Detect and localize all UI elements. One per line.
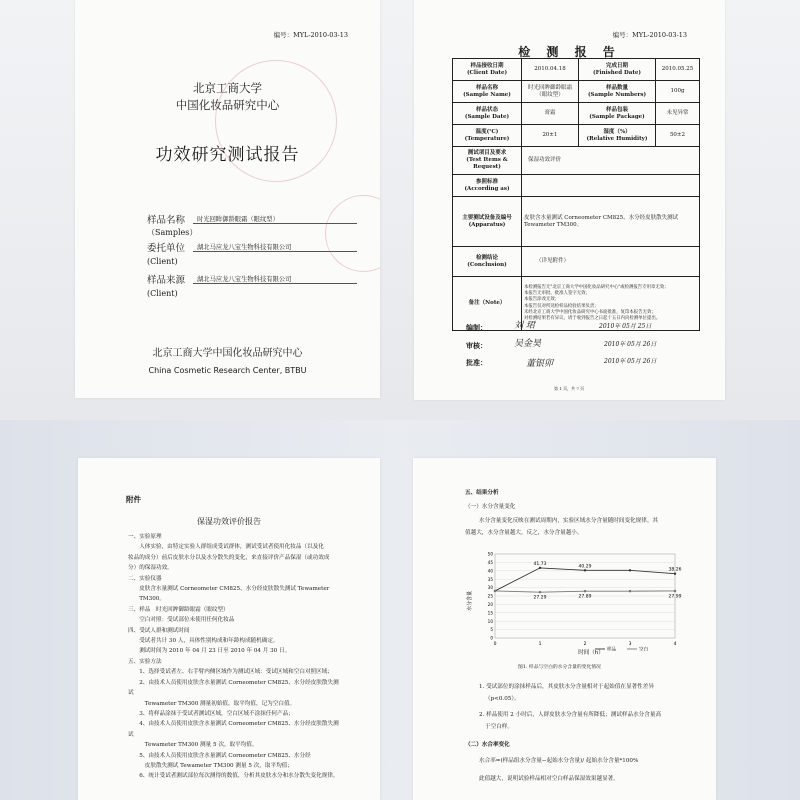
y-tick-label: 50 — [487, 551, 493, 557]
cell-label: 主要测试设备及编号 (Apparatus) — [453, 197, 522, 247]
cell-value: （详见附件） — [522, 247, 700, 277]
appendix-line: 3、将样品涂抹于受试者测试区域，空白区域不涂抹任何产品； — [128, 710, 294, 717]
data-point — [539, 567, 541, 569]
appendix-line: Tewameter TM300 测量 5 次，取平均值。 — [128, 742, 258, 749]
field-label: 样品来源 — [147, 275, 186, 286]
cell-value: 50±2 — [656, 125, 700, 147]
appendix-line: 皮肤含水量测试 Corneometer CM825、水分经皮肤散失测试 Tewameter — [128, 586, 330, 593]
serial-number: 编号：MYL-2010-03-13 — [273, 31, 348, 39]
cell-value: 皮肤含水量测试 Corneometer CM825、水分经皮肤散失测试 Tewameter TM300。 — [522, 197, 700, 247]
appendix-heading: 附件 — [126, 495, 141, 504]
cover-page — [75, 0, 380, 398]
institution-line: 中国化妆品研究中心 — [175, 98, 280, 112]
signature-date: 2010年 05月 25日 — [599, 323, 652, 330]
signature: 刘 珺 — [514, 321, 535, 331]
cell-value: 保湿功效评价 — [522, 147, 700, 175]
serial-number: 编号：MYL-2010-03-13 — [612, 31, 687, 39]
appendix-line: 一、实验原理 — [128, 534, 162, 540]
subsection-heading: （一）水分含量变化 — [465, 504, 516, 510]
y-tick-label: 45 — [487, 560, 493, 565]
appendix-line: Tewameter TM300 测量初始值，取平均值，记为空白值。 — [128, 700, 296, 707]
y-tick-label: 20 — [487, 602, 493, 607]
cell-value: 20±1 — [522, 125, 579, 147]
data-label: 27.99 — [668, 594, 682, 600]
y-tick-label: 5 — [490, 627, 493, 633]
field-label-en: (Client) — [147, 289, 178, 298]
field-value: 湖北马应龙八宝生物科技有限公司 — [193, 242, 357, 252]
data-point — [629, 569, 631, 571]
data-label: 27.29 — [533, 595, 547, 601]
appendix-line: 2、由技术人员使用皮肤含水量测试 Corneometer CM825、水分经皮肤散失测试 — [128, 679, 339, 697]
field-client — [147, 240, 352, 254]
paragraph-line: 于空白样。 — [485, 724, 513, 730]
field-samples — [147, 212, 352, 226]
x-tick-label: 4 — [673, 642, 677, 647]
y-tick-label: 25 — [487, 593, 493, 599]
cell-label: 样品包装 (Sample Package) — [579, 103, 656, 125]
institution-line: 北京工商大学 — [193, 81, 262, 95]
field-label-en: (Client) — [147, 257, 178, 266]
field-label: 委托单位 — [147, 243, 186, 254]
y-tick-label: 35 — [487, 576, 493, 582]
x-axis — [494, 641, 677, 647]
institution-name — [75, 80, 380, 114]
x-axis-label: 时间（h） — [578, 650, 604, 656]
paragraph-line: 此值越大，说明试验样品相对空白样品保湿效果越显著。 — [479, 776, 619, 782]
y-tick-label: 15 — [487, 610, 493, 616]
appendix-line: 四、受试人群和测试时间 — [128, 627, 190, 634]
signature-date: 2010年 05月 26日 — [604, 358, 657, 365]
cell-label: 样品数量 (Sample Numbers) — [579, 81, 656, 103]
cell-label: 完成日期 (Finished Date) — [579, 59, 656, 81]
cell-value: 膏霜 — [522, 103, 579, 125]
data-label: 41.73 — [533, 561, 547, 567]
x-tick-label: 3 — [628, 642, 632, 647]
y-axis — [488, 552, 494, 641]
signature-date: 2010年 05月 26日 — [604, 341, 657, 348]
cell-value: 2010.04.18 — [522, 59, 579, 81]
cell-value: 时光回眸御龄眼霜（眼纹型） — [522, 81, 579, 103]
report-table — [452, 58, 700, 331]
signature-label: 批准： — [466, 358, 487, 367]
appendix-line: 人体实验，由特定实验人群组成受试群体，测试受试者使用化妆品（以及化 — [128, 544, 324, 551]
x-tick-label: 0 — [493, 642, 497, 647]
cell-label: 备注（Note） — [453, 277, 522, 331]
data-point — [674, 573, 676, 575]
appendix-line: TM300。 — [128, 596, 165, 603]
appendix-line: 皮肤散失测试 Tewameter TM300 测量 5 次，取平均值； — [128, 762, 293, 769]
field-label: 样品名称 — [147, 215, 186, 226]
subsection-heading: （二）水合率变化 — [465, 742, 510, 748]
field-source — [147, 272, 352, 286]
data-point — [674, 590, 676, 592]
series-lines — [494, 561, 682, 601]
data-point — [629, 590, 631, 592]
cell-value: 100g — [656, 81, 700, 103]
cell-label: 温度(℃) (Temperature) — [453, 125, 522, 147]
appendix-line: 测试时间为 2010 年 04 月 23 日至 2010 年 04 月 30 日。 — [128, 648, 291, 655]
footer-institution-en: China Cosmetic Research Center, BTBU — [148, 366, 307, 375]
report-page — [414, 0, 725, 400]
cell-label: 样品名称 (Sample Name) — [453, 81, 522, 103]
cell-value: 未见异常 — [656, 103, 700, 125]
y-tick-label: 0 — [490, 635, 493, 641]
appendix-line: 空白对照：受试部位未使用任何化妆品 — [128, 617, 235, 624]
note-line: 本报告无审批、批准人签字无效； — [524, 291, 590, 297]
note-line: 本检测报告无"北京工商大学中国化妆品研究中心"或检测报告专用章无效； — [524, 284, 669, 290]
appendix-line: 6、统计受试者测试部位每次测得的数值，分析其皮肤水分和水分散失变化规律。 — [128, 773, 339, 780]
report-title: 检 测 报 告 — [518, 45, 621, 59]
appendix-line: 5、由技术人员使用皮肤含水量测试 Corneometer CM825、水分经 — [128, 752, 311, 759]
data-point — [584, 590, 586, 592]
data-point — [584, 569, 586, 571]
legend-label: 样品 — [607, 647, 616, 653]
formula: 水合率=(样品组水分含量−起始水分含量)/ 起始水分含量*100% — [479, 758, 639, 764]
paragraph-line: 值越大，水分含量越大，反之，水分含量越小。 — [465, 530, 583, 536]
data-label: 27.89 — [578, 594, 592, 600]
paragraph-line: 水分含量变化反映在测试周期内，实验区域水分含量随时间变化规律。其 — [479, 518, 659, 524]
page-number: 第 1 页，共 7 页 — [554, 386, 585, 391]
note-line: 本报告仅对所送检样品检验结果负责； — [524, 303, 599, 309]
field-value: 湖北马应龙八宝生物科技有限公司 — [193, 274, 357, 284]
signature-label: 审核： — [466, 341, 487, 350]
signature-label: 编制： — [466, 323, 487, 332]
results-page — [413, 458, 716, 800]
paragraph-line: （p<0.05）。 — [485, 696, 520, 702]
signature: 董银卯 — [526, 359, 554, 369]
cell-label: 测试项目及要求 (Test Items & Request) — [453, 147, 522, 175]
field-value: 时光回眸御龄眼霜（眼纹型） — [193, 214, 357, 224]
x-tick-label: 2 — [583, 642, 587, 647]
data-point — [539, 591, 541, 593]
y-tick-label: 10 — [487, 618, 493, 624]
x-tick-label: 1 — [538, 642, 542, 647]
appendix-line: 三、样品 时光回眸御龄眼霜（眼纹型） — [128, 606, 229, 613]
footer-institution: 北京工商大学中国化妆品研究中心 — [152, 348, 303, 359]
paragraph-line: 1. 受试部位的涂抹样品后，其皮肤水分含量相对于起始值在显著性差异 — [479, 684, 654, 690]
paragraph-line: 2. 样品使用 2 小时后，人群皮肤水分含量有所降低；测试样品水分含量高 — [479, 712, 662, 718]
cell-label: 样品接收日期 (Client Date) — [453, 59, 522, 81]
data-point — [494, 590, 496, 592]
signature: 吴金昊 — [514, 339, 542, 349]
section-heading: 五、结果分析 — [465, 490, 499, 496]
cell-label: 湿度（%） (Relative Humidity) — [579, 125, 656, 147]
data-label: 38.26 — [668, 567, 682, 573]
appendix-line: 分）的保湿功效。 — [128, 565, 173, 572]
cell-value — [522, 175, 700, 197]
note-line: 未经北京工商大学中国化妆品研究中心书面批准，复印本报告无效； — [524, 309, 656, 315]
cell-value: 2010.05.25 — [656, 59, 700, 81]
y-tick-label: 30 — [487, 585, 493, 591]
field-label-en: （Samples） — [147, 228, 198, 237]
appendix-page — [78, 458, 380, 800]
appendix-line: 1、选择受试者左、右手臂内侧区域作为测试区域：受试区域和空白对照区域； — [128, 669, 333, 676]
cell-label: 检测结论 (Conclusion) — [453, 247, 522, 277]
red-seal — [325, 195, 380, 272]
legend-label: 空白 — [639, 647, 648, 653]
cell-label: 参照标准 (According as) — [453, 175, 522, 197]
appendix-title: 保湿功效评价报告 — [197, 517, 261, 526]
appendix-line: 4、由技术人员使用皮肤含水量测试 Corneometer CM825、水分经皮肤散失测试 — [128, 721, 339, 738]
data-label: 40.29 — [578, 564, 592, 570]
cell-label: 样品状态 (Sample Date) — [453, 103, 522, 125]
note-line: 本报告涂改无效； — [524, 297, 560, 303]
appendix-line: 妆品的成分）前后皮肤水分以及水分散失的变化，来直接评价产品保湿（或功效成 — [128, 554, 330, 561]
note-line: 对检测结果若有异议，请于收到报告之日起十五日内向检测单位提出。 — [524, 315, 661, 321]
report-title: 功效研究测试报告 — [155, 145, 300, 165]
figure-caption: 图1. 样品与空白的水分含量的变化情况 — [518, 665, 601, 670]
appendix-line: 五、实验方法 — [128, 658, 162, 665]
y-tick-label: 40 — [487, 568, 493, 574]
y-axis-label: 水分含量 — [467, 590, 473, 612]
appendix-body — [128, 532, 343, 782]
appendix-line: 受试者共计 30 人，具体性别构成和年龄构成随机确定。 — [128, 638, 279, 645]
moisture-chart — [465, 546, 685, 656]
appendix-line: 二、实验仪器 — [128, 575, 162, 582]
